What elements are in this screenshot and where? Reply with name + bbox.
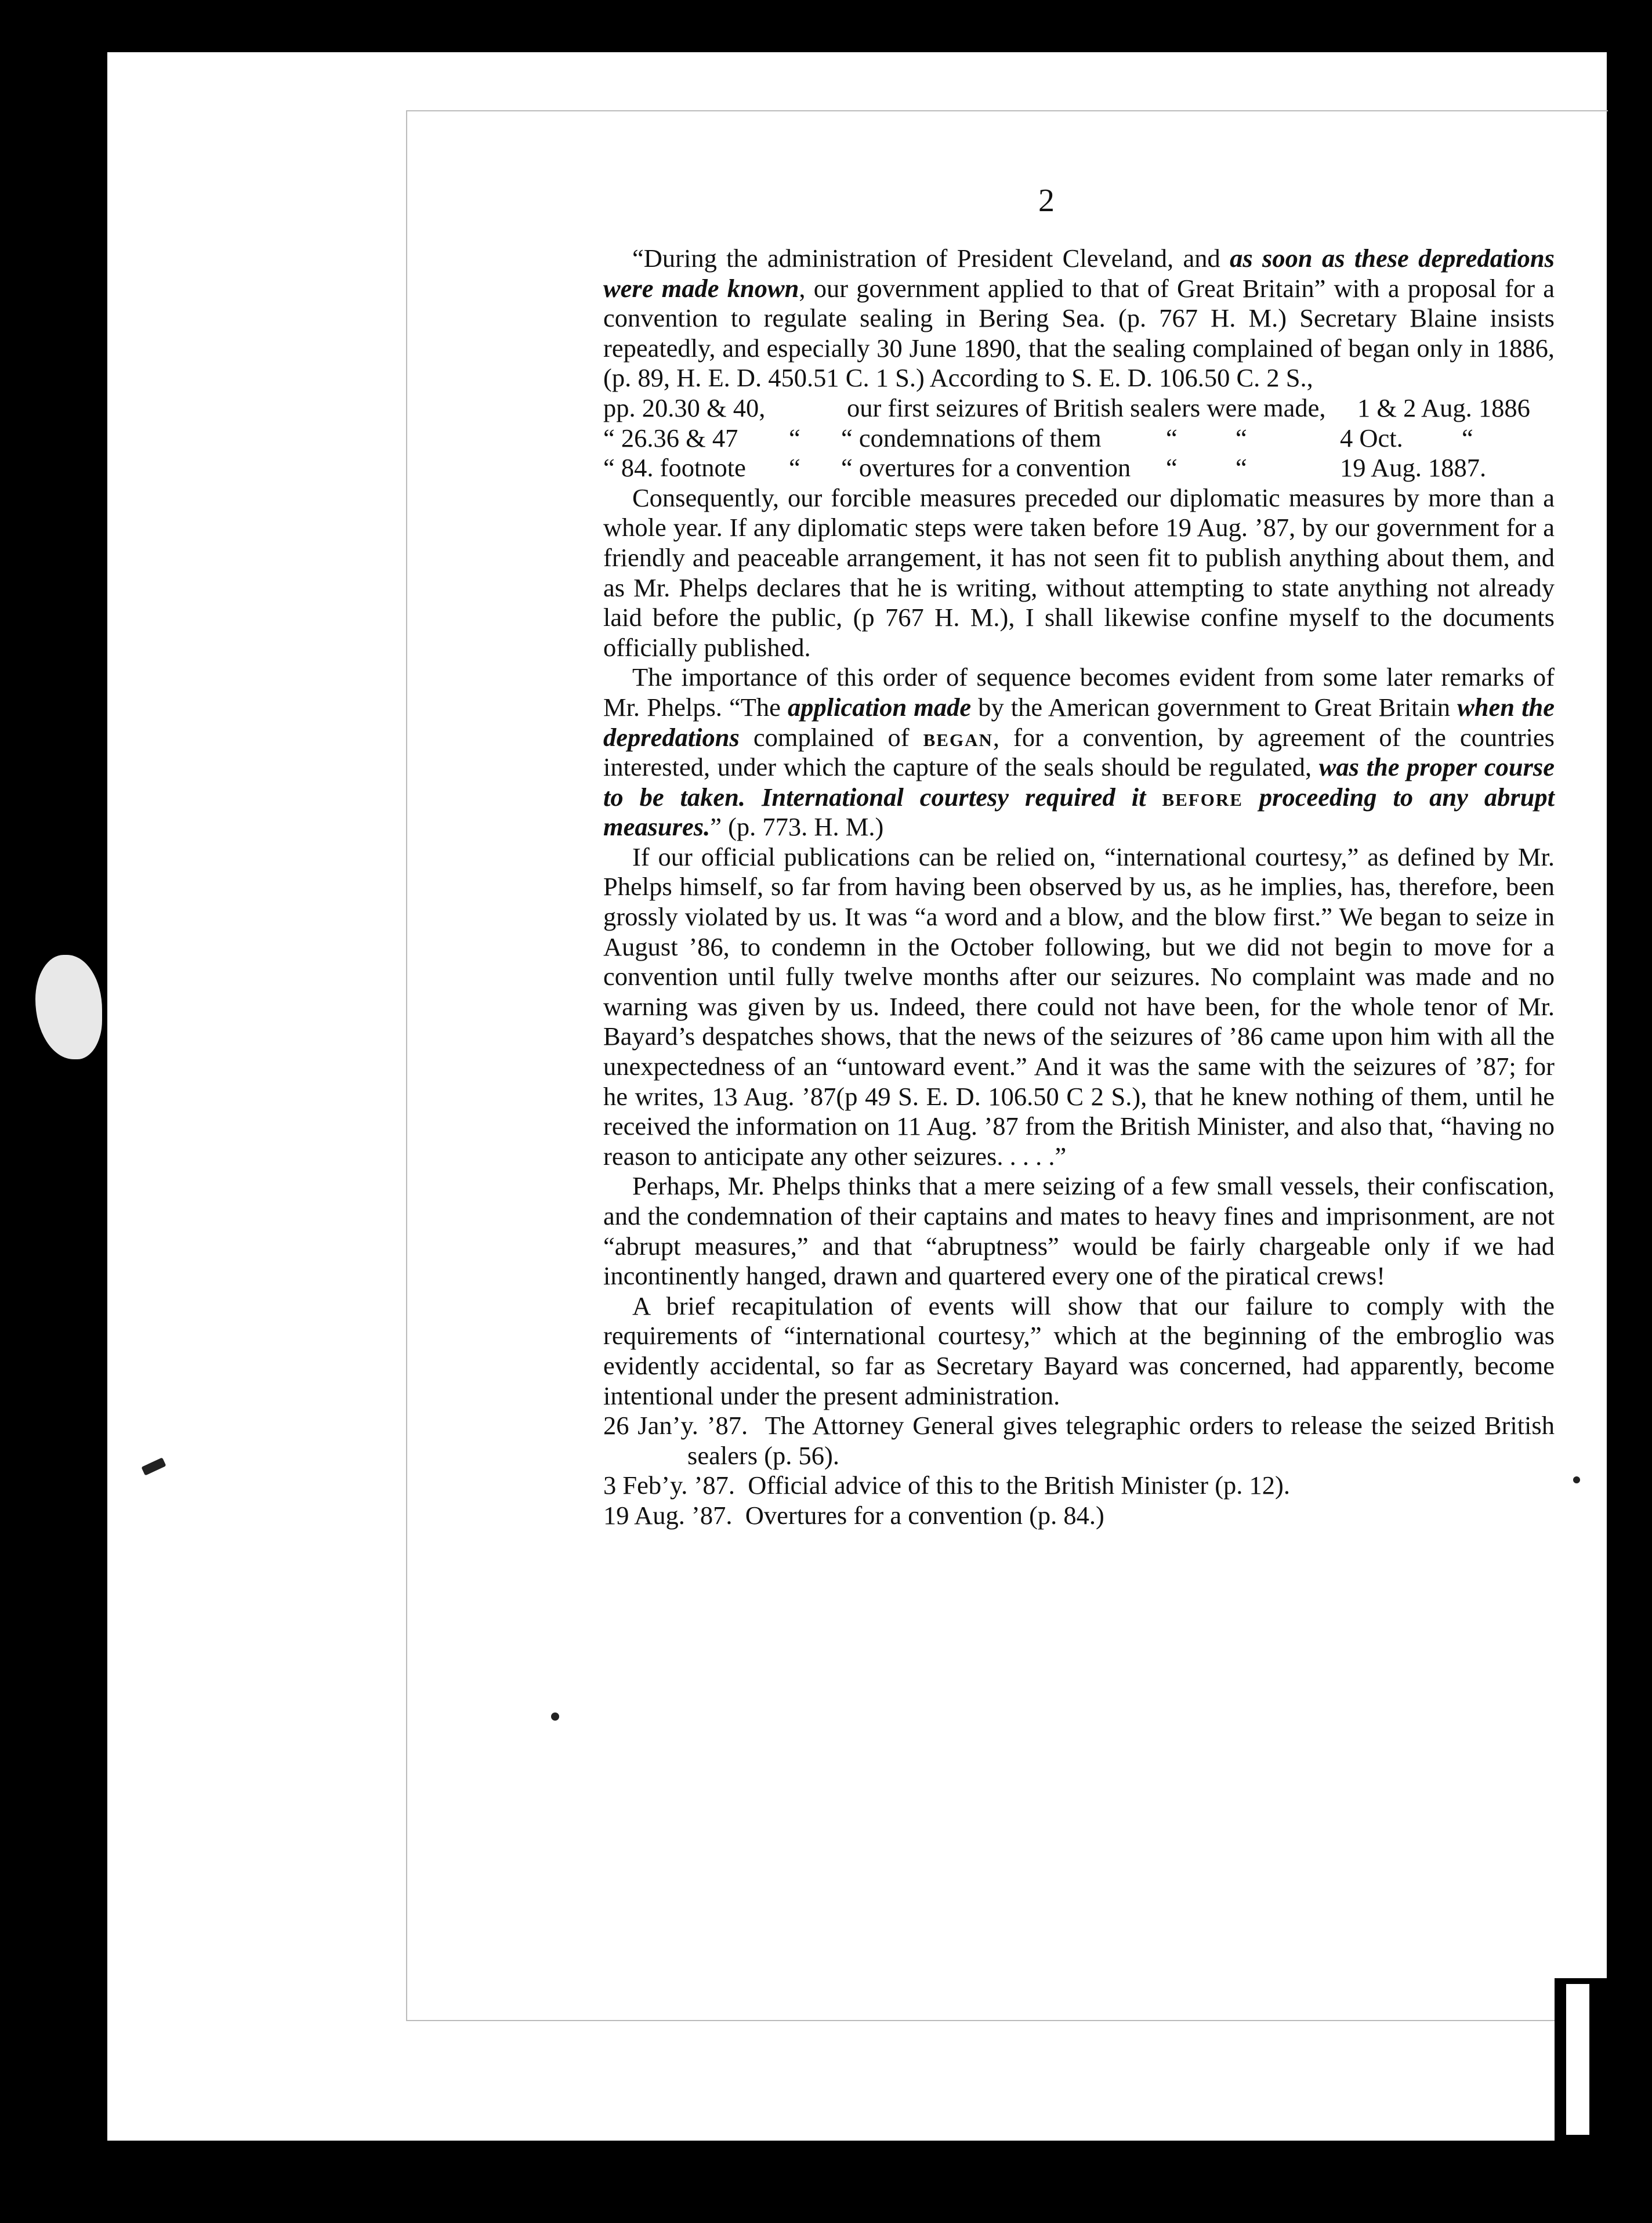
- emphasis-text: when the depredations: [603, 692, 1555, 752]
- paragraph-1: [603, 244, 1555, 393]
- torn-corner-gap: [1566, 1984, 1589, 2135]
- table-ditto: “: [789, 423, 800, 452]
- table-ref: “ 26.36 & 47: [603, 423, 738, 452]
- table-text: “ condemnations of them: [841, 423, 1102, 452]
- chronology-date: 26 Jan’y. ’87.: [603, 1411, 748, 1440]
- table-ditto: “: [789, 453, 800, 483]
- scan-border-top: [0, 0, 1652, 52]
- paragraph-text: “During the administration of President Cleveland, and: [632, 244, 1230, 273]
- paragraph-3: [603, 662, 1555, 842]
- paragraph-6: A brief recapitulation of events will show that our failure to comply with the requirements of “international courtesy,” which at the beginning of the embroglio was evidently accidental, so far as Secretary Bayard was concerned, had apparently, become intentional under the present administration.: [603, 1291, 1555, 1410]
- chronology-event: Overtures for a convention (p. 84.): [745, 1500, 1104, 1530]
- scan-border-right: [1607, 0, 1652, 2223]
- table-date: 4 Oct.: [1340, 423, 1403, 452]
- paragraph-text: The importance of this order of sequence becomes evident from some later remarks of Mr. Phelps. “The: [603, 662, 1555, 722]
- chronology-event: The Attorney General gives telegraphic orders to release the seized British sealers (p. 56).: [687, 1411, 1555, 1470]
- body-text: [603, 244, 1555, 1531]
- table-date: 1 & 2 Aug. 1886: [1357, 393, 1530, 422]
- paragraph-2: Consequently, our forcible measures preceded our diplomatic measures by more than a whole year. If any diplomatic steps were taken before 19 Aug. ’87, by our government for a friendly and peaceable arrangement, it has not seen fit to publish anything about them, and as Mr. Phelps declares that he is writing, without attempting to state anything not already laid before the public, (p 767 H. M.), I shall likewise confine myself to the documents officially published.: [603, 483, 1555, 662]
- chronology-list: [603, 1411, 1555, 1530]
- chronology-entry: [603, 1471, 1555, 1501]
- scan-speck: [551, 1712, 559, 1721]
- paragraph-4: If our official publications can be relied on, “international courtesy,” as defined by Mr. Phelps himself, so far from having been observed by us, as he implies, has, therefore, been grossly violated by us. It was “a word and a blow, and the blow first.” We began to seize in August ’86, to condemn in the October following, but we did not begin to move for a convention until fully twelve months after our seizures. No complaint was made and no warning was given by us. Indeed, there could not have been, for the whole tenor of Mr. Bayard’s despatches shows, that the news of the seizures of ’86 came upon him with all the unexpectedness of an “untoward event.” And it was the same with the seizures of ’87; for he writes, 13 Aug. ’87(p 49 S. E. D. 106.50 C 2 S.), that he knew nothing of them, until he received the information on 11 Aug. ’87 from the British Minister, and also that, “having no reason to anticipate any other seizures. . . . .”: [603, 842, 1555, 1171]
- table-text: “ overtures for a convention: [841, 453, 1131, 483]
- table-text: our first seizures of British sealers were made,: [847, 393, 1326, 422]
- paragraph-text: , for a convention, by agreement of the countries interested, under which the capture of the seals should be regulated,: [603, 722, 1555, 782]
- table-date: 19 Aug. 1887.: [1340, 453, 1487, 483]
- table-ref: pp. 20.30 & 40,: [603, 393, 766, 422]
- table-ditto: “: [1236, 423, 1247, 452]
- emphasis-text: as soon as these depredations were made known: [603, 244, 1555, 303]
- chronology-entry: [603, 1411, 1555, 1471]
- table-row: [603, 453, 1555, 483]
- scan-border-left: [0, 0, 107, 2223]
- table-row: [603, 393, 1555, 423]
- scan-speck: [1573, 1476, 1580, 1483]
- seizure-table: [603, 393, 1555, 483]
- table-ditto: “: [1462, 423, 1473, 452]
- small-caps-text: began: [923, 722, 993, 752]
- table-ditto: “: [1166, 453, 1178, 483]
- table-ref: “ 84. footnote: [603, 453, 746, 483]
- chronology-date: 19 Aug. ’87.: [603, 1500, 733, 1530]
- paragraph-text: ” (p. 773. H. M.): [710, 812, 884, 842]
- chronology-entry: [603, 1501, 1555, 1531]
- chronology-event: Official advice of this to the British Minister (p. 12).: [748, 1471, 1290, 1500]
- chronology-date: 3 Feb’y. ’87.: [603, 1471, 735, 1500]
- emphasis-text: application made: [788, 692, 972, 722]
- paragraph-text: , our government applied to that of Great Britain” with a proposal for a convention to regulate sealing in Bering Sea. (p. 767 H. M.) Secretary Blaine insists repeatedly, and especially 30 June 1890, that the sealing complained of began only in 1886, (p. 89, H. E. D. 450.51 C. 1 S.) According to S. E. D. 106.50 C. 2 S.,: [603, 273, 1555, 393]
- paragraph-5: Perhaps, Mr. Phelps thinks that a mere seizing of a few small vessels, their confiscation, and the condemnation of their captains and mates to heavy fines and imprisonment, are not “abrupt measures,” and that “abruptness” would be fairly chargeable only if we had incontinently hanged, drawn and quartered every one of the piratical crews!: [603, 1171, 1555, 1291]
- scan-border-bottom: [0, 2141, 1652, 2223]
- emphasis-text: proceeding to any abrupt measures.: [603, 782, 1555, 842]
- paragraph-text: complained of: [739, 722, 923, 752]
- page-number: 2: [1038, 183, 1055, 219]
- emphasis-text: was the proper course to be taken. International courtesy required it: [603, 752, 1555, 812]
- table-ditto: “: [1236, 453, 1247, 483]
- table-row: [603, 423, 1555, 454]
- paragraph-text: by the American government to Great Britain: [971, 692, 1458, 722]
- table-ditto: “: [1166, 423, 1178, 452]
- small-caps-text: before: [1162, 782, 1243, 812]
